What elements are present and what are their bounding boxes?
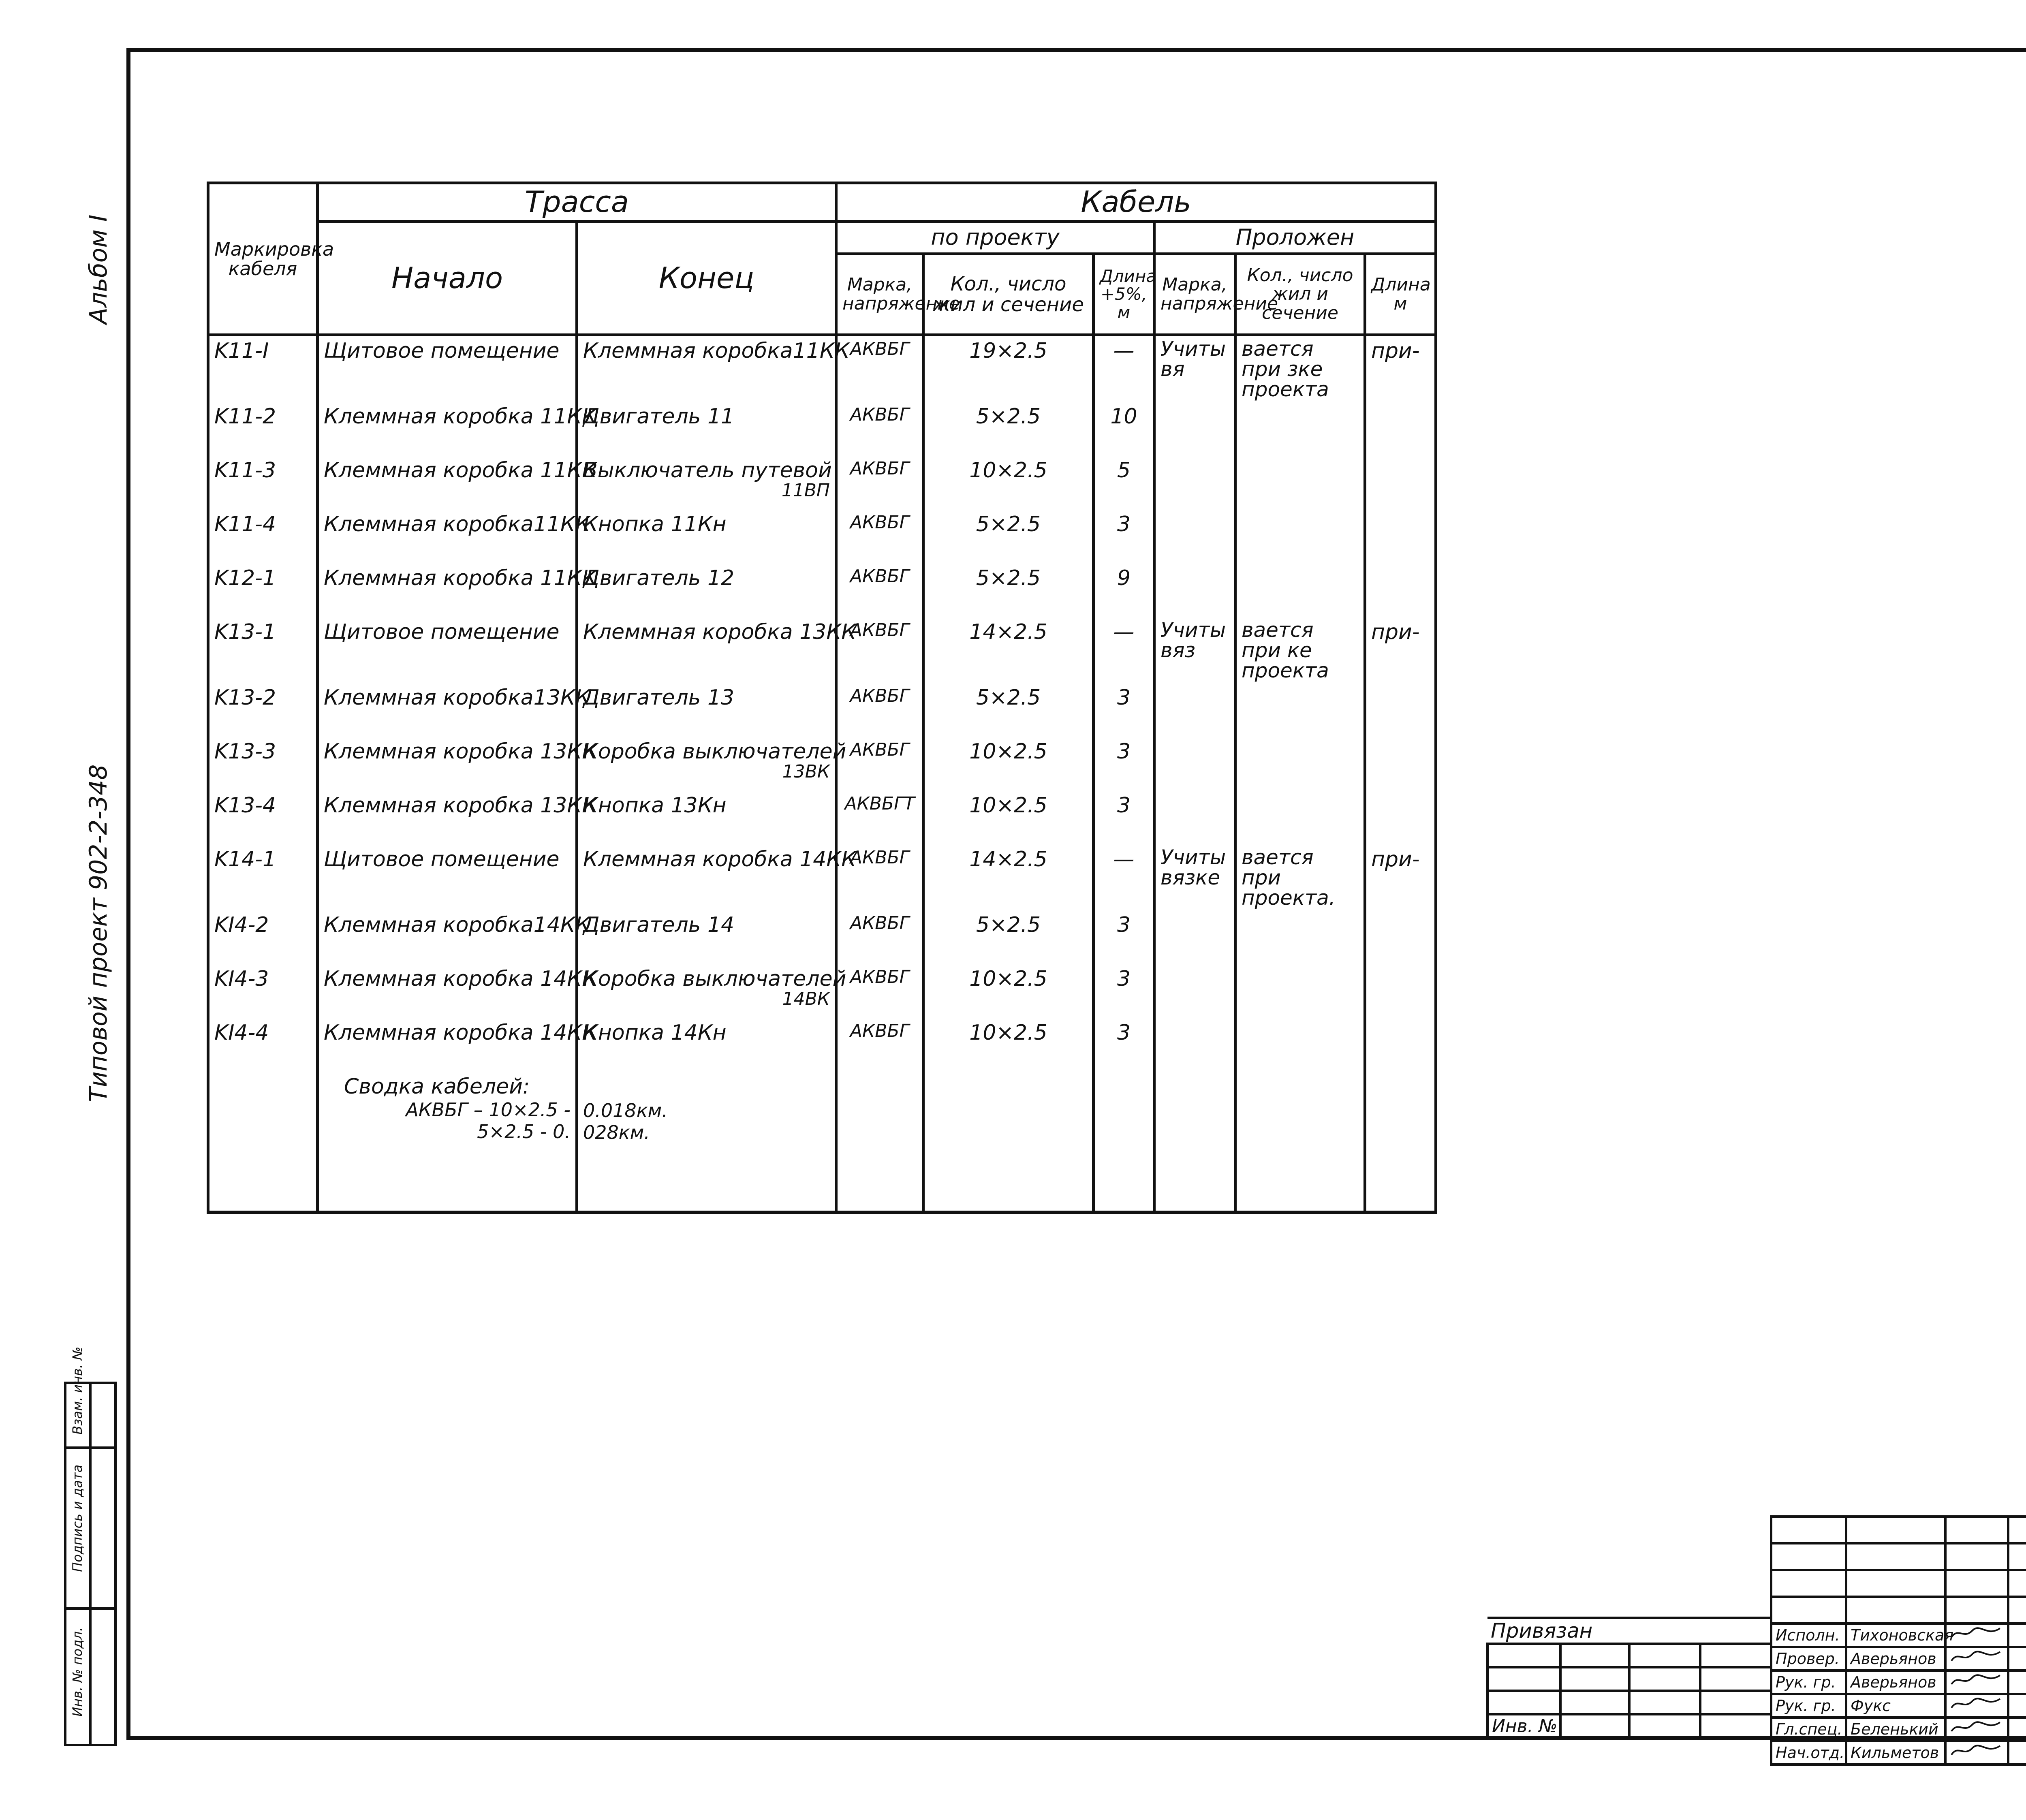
cell-laid-section: вается при проекта.: [1235, 845, 1365, 910]
signature-row: [1771, 1647, 2026, 1670]
cell-section: 10×2.5: [923, 791, 1094, 845]
cell-end: [577, 402, 836, 456]
col-laid-mark: Марка, напряжение: [1154, 254, 1235, 335]
cell-laid-length: при-: [1365, 335, 1436, 402]
cell-section: 14×2.5: [923, 845, 1094, 910]
cell-mark: АКВБГ: [836, 1018, 923, 1072]
col-start: Начало: [318, 222, 577, 335]
cell-mark: АКВБГ: [836, 683, 923, 737]
col-mark-voltage: Марка, напряжение: [836, 254, 923, 335]
cell-id: K13-1: [208, 617, 318, 683]
signature-row: [1771, 1670, 2026, 1694]
cell-end-main: Коробка выключателей: [583, 739, 846, 764]
signature: [1945, 1741, 2008, 1764]
cell-id: K11-I: [208, 335, 318, 402]
summary-empty: [208, 1072, 318, 1213]
cell-laid-length: при-: [1365, 617, 1436, 683]
cell-end-main: Двигатель 13: [583, 686, 735, 710]
cell-section: 14×2.5: [923, 617, 1094, 683]
cell-laid-section: [1235, 510, 1365, 564]
cell-laid-length: [1365, 964, 1436, 1018]
cell-mark: АКВБГ: [836, 910, 923, 964]
col-end: Конец: [577, 222, 836, 335]
cell-laid-mark: [1154, 791, 1235, 845]
cell-mark: АКВБГ: [836, 964, 923, 1018]
cell-laid-mark: [1154, 683, 1235, 737]
cell-id: KI4-2: [208, 910, 318, 964]
cell-laid-section: вается при ке проекта: [1235, 617, 1365, 683]
cell-end-main: Двигатель 12: [583, 566, 735, 590]
cell-end: [577, 617, 857, 683]
name: Кильметов: [1846, 1741, 1945, 1764]
cell-laid-section: вается при зке проекта: [1235, 335, 1365, 402]
cell-end-sub: 11ВП: [781, 480, 830, 501]
role: Исполн.: [1771, 1623, 1846, 1647]
cell-laid-mark: Учиты вяз: [1154, 617, 1235, 683]
cell-end: [577, 737, 846, 791]
col-laid-length: Длина м: [1365, 254, 1436, 335]
album-label: Альбом I: [84, 214, 113, 324]
signature-row: [1771, 1694, 2026, 1717]
cell-section: 5×2.5: [923, 510, 1094, 564]
role: Гл.спец.: [1771, 1717, 1846, 1741]
cell-laid-section: [1235, 456, 1365, 510]
cell-id: KI4-3: [208, 964, 318, 1018]
cell-start: Клеммная коробка11КК: [318, 510, 577, 564]
cell-start: Клеммная коробка 11КК: [318, 564, 577, 617]
table-row: [208, 402, 1436, 456]
summary-line1-left: АКВБГ – 10×2.5 -: [406, 1099, 571, 1121]
cell-end-main: Кнопка 14Кн: [583, 1021, 727, 1045]
cell-id: K14-1: [208, 845, 318, 910]
cell-laid-section: [1235, 737, 1365, 791]
cell-mark: АКВБГ: [836, 617, 923, 683]
cell-start: Щитовое помещение: [318, 335, 577, 402]
cell-length: 5: [1094, 456, 1154, 510]
cell-laid-section: [1235, 683, 1365, 737]
cell-laid-mark: [1154, 910, 1235, 964]
cell-end-main: Выключатель путевой: [583, 458, 832, 483]
cell-id: K12-1: [208, 564, 318, 617]
cell-length: 3: [1094, 510, 1154, 564]
cell-length: 3: [1094, 791, 1154, 845]
cell-start: Клеммная коробка 14КК: [318, 1018, 577, 1072]
cell-length: —: [1094, 335, 1154, 402]
cell-length: 3: [1094, 1018, 1154, 1072]
cell-id: K13-3: [208, 737, 318, 791]
cell-mark: АКВБГ: [836, 564, 923, 617]
cell-id: K11-4: [208, 510, 318, 564]
cell-end: [577, 564, 836, 617]
col-cable: Кабель: [836, 183, 1436, 222]
cell-section: 10×2.5: [923, 456, 1094, 510]
name: Тихоновская: [1846, 1623, 1945, 1647]
cell-mark: АКВБГ: [836, 737, 923, 791]
cell-length: 3: [1094, 964, 1154, 1018]
cell-start: Щитовое помещение: [318, 617, 577, 683]
side-stamp-cell: Инв. № подл.: [70, 1627, 85, 1717]
cell-mark: АКВБГ: [836, 845, 923, 910]
cell-laid-section: [1235, 964, 1365, 1018]
signature: [1945, 1717, 2008, 1741]
table-row: [208, 791, 1436, 845]
name: Фукс: [1846, 1694, 1945, 1717]
table-row: [208, 845, 1436, 910]
table-row: [208, 910, 1436, 964]
cell-section: 19×2.5: [923, 335, 1094, 402]
col-laid-section: Кол., число жил и сечение: [1235, 254, 1365, 335]
cell-laid-section: [1235, 910, 1365, 964]
project-label: Типовой проект 902-2-348: [84, 764, 113, 1102]
cell-end-main: Клеммная коробка 13КК: [583, 620, 857, 644]
summary-line1-right: 0.018км.: [583, 1100, 668, 1121]
cell-laid-length: [1365, 564, 1436, 617]
cell-start: Клеммная коробка 13КК: [318, 737, 577, 791]
title-block-left: [1486, 1617, 1772, 1739]
cell-laid-section: [1235, 402, 1365, 456]
table-row: [208, 737, 1436, 791]
cell-end-main: Двигатель 14: [583, 913, 735, 937]
cell-end-main: Коробка выключателей: [583, 967, 846, 991]
name: Беленький: [1846, 1717, 1945, 1741]
cell-start: Клеммная коробка14КК: [318, 910, 577, 964]
side-stamp-cell: Подпись и дата: [70, 1464, 85, 1572]
cell-length: 3: [1094, 737, 1154, 791]
table-row: [208, 683, 1436, 737]
signature-row: [1771, 1623, 2026, 1647]
cell-id: K11-3: [208, 456, 318, 510]
summary-line2-left: 5×2.5 - 0.: [477, 1121, 571, 1143]
signature-row: [1771, 1717, 2026, 1741]
table-row: [208, 456, 1436, 510]
cell-laid-mark: [1154, 456, 1235, 510]
cell-laid-mark: Учиты вя: [1154, 335, 1235, 402]
cell-laid-mark: [1154, 964, 1235, 1018]
cell-laid-section: [1235, 791, 1365, 845]
role: Провер.: [1771, 1647, 1846, 1670]
col-count-section: Кол., число жил и сечение: [923, 254, 1094, 335]
table-row: [208, 510, 1436, 564]
role: Рук. гр.: [1771, 1694, 1846, 1717]
cell-mark: АКВБГ: [836, 335, 923, 402]
col-by-project: по проекту: [836, 222, 1154, 254]
cell-laid-mark: [1154, 1018, 1235, 1072]
side-stamp-cell: Взам. инв. №: [70, 1346, 85, 1435]
cell-section: 5×2.5: [923, 683, 1094, 737]
cell-end-main: Двигатель 11: [583, 404, 735, 429]
cell-mark: АКВБГ: [836, 510, 923, 564]
cell-laid-length: [1365, 910, 1436, 964]
table-row: [208, 1018, 1436, 1072]
cell-length: —: [1094, 617, 1154, 683]
cell-start: Клеммная коробка 11КК: [318, 456, 577, 510]
summary-right: [577, 1072, 836, 1213]
cell-end: [577, 910, 836, 964]
cell-section: 5×2.5: [923, 402, 1094, 456]
cell-length: 9: [1094, 564, 1154, 617]
cell-laid-length: [1365, 402, 1436, 456]
cell-id: K13-4: [208, 791, 318, 845]
col-length-plus: Длина +5%, м: [1094, 254, 1154, 335]
role: Рук. гр.: [1771, 1670, 1846, 1694]
cell-end-main: Кнопка 13Кн: [583, 793, 727, 818]
cell-end-sub: 14ВК: [782, 989, 830, 1009]
cable-journal-table: [207, 182, 1437, 1214]
cell-laid-mark: [1154, 510, 1235, 564]
cell-mark: АКВБГ: [836, 456, 923, 510]
signature-row: [1771, 1741, 2026, 1764]
cell-end: [577, 683, 836, 737]
cell-mark: АКВБГТ: [836, 791, 923, 845]
cell-id: K11-2: [208, 402, 318, 456]
cell-end-main: Клеммная коробка 14КК: [583, 847, 857, 872]
summary-left: [318, 1072, 577, 1213]
cell-section: 10×2.5: [923, 1018, 1094, 1072]
cell-end: [577, 456, 836, 510]
cell-section: 5×2.5: [923, 910, 1094, 964]
cell-laid-mark: [1154, 564, 1235, 617]
cell-length: 3: [1094, 683, 1154, 737]
cell-end: [577, 964, 846, 1018]
summary-title: Сводка кабелей:: [344, 1074, 530, 1099]
cell-laid-length: [1365, 791, 1436, 845]
cell-end: [577, 1018, 836, 1072]
name: Аверьянов: [1846, 1670, 1945, 1694]
cell-length: 10: [1094, 402, 1154, 456]
cell-laid-length: [1365, 1018, 1436, 1072]
cell-length: 3: [1094, 910, 1154, 964]
cell-laid-mark: [1154, 402, 1235, 456]
cell-start: Клеммная коробка13КК: [318, 683, 577, 737]
signature: [1945, 1694, 2008, 1717]
table-row: [208, 617, 1436, 683]
cell-laid-length: [1365, 456, 1436, 510]
role: Нач.отд.: [1771, 1741, 1846, 1764]
cell-laid-length: при-: [1365, 845, 1436, 910]
cell-end-main: Кнопка 11Кн: [583, 512, 727, 536]
cell-section: 10×2.5: [923, 737, 1094, 791]
cell-start: Щитовое помещение: [318, 845, 577, 910]
summary-line2-right: 028км.: [583, 1121, 650, 1143]
cell-section: 10×2.5: [923, 964, 1094, 1018]
cell-length: —: [1094, 845, 1154, 910]
table-row: [208, 335, 1436, 402]
binding-label: Привязан: [1487, 1618, 1771, 1644]
summary-row: [208, 1072, 1436, 1213]
cell-end-sub: 13ВК: [782, 761, 830, 782]
cell-laid-section: [1235, 1018, 1365, 1072]
signature: [1945, 1647, 2008, 1670]
cell-laid-mark: [1154, 737, 1235, 791]
table-row: [208, 964, 1436, 1018]
cell-laid-length: [1365, 510, 1436, 564]
name: Аверьянов: [1846, 1647, 1945, 1670]
cell-id: KI4-4: [208, 1018, 318, 1072]
signature: [1945, 1670, 2008, 1694]
cell-laid-length: [1365, 683, 1436, 737]
cell-start: Клеммная коробка 13КК: [318, 791, 577, 845]
cell-laid-section: [1235, 564, 1365, 617]
cell-end: [577, 845, 857, 910]
table-row: [208, 564, 1436, 617]
signature: [1945, 1623, 2008, 1647]
cell-end-main: Клеммная коробка11КК: [583, 339, 850, 363]
side-stamp: [64, 1346, 117, 1746]
cell-start: Клеммная коробка 11КК: [318, 402, 577, 456]
inv-label: Инв. №: [1487, 1714, 1560, 1738]
cell-start: Клеммная коробка 14КК: [318, 964, 577, 1018]
cell-mark: АКВБГ: [836, 402, 923, 456]
cell-end: [577, 791, 836, 845]
title-block-signatures: [1770, 1515, 2026, 1766]
cell-end: [577, 335, 850, 402]
cell-id: K13-2: [208, 683, 318, 737]
cell-laid-length: [1365, 737, 1436, 791]
cell-laid-mark: Учиты вязке: [1154, 845, 1235, 910]
cell-end: [577, 510, 836, 564]
col-marking: Маркировка кабеля: [208, 183, 318, 335]
col-route: Трасса: [318, 183, 836, 222]
cell-section: 5×2.5: [923, 564, 1094, 617]
col-laid: Проложен: [1154, 222, 1436, 254]
